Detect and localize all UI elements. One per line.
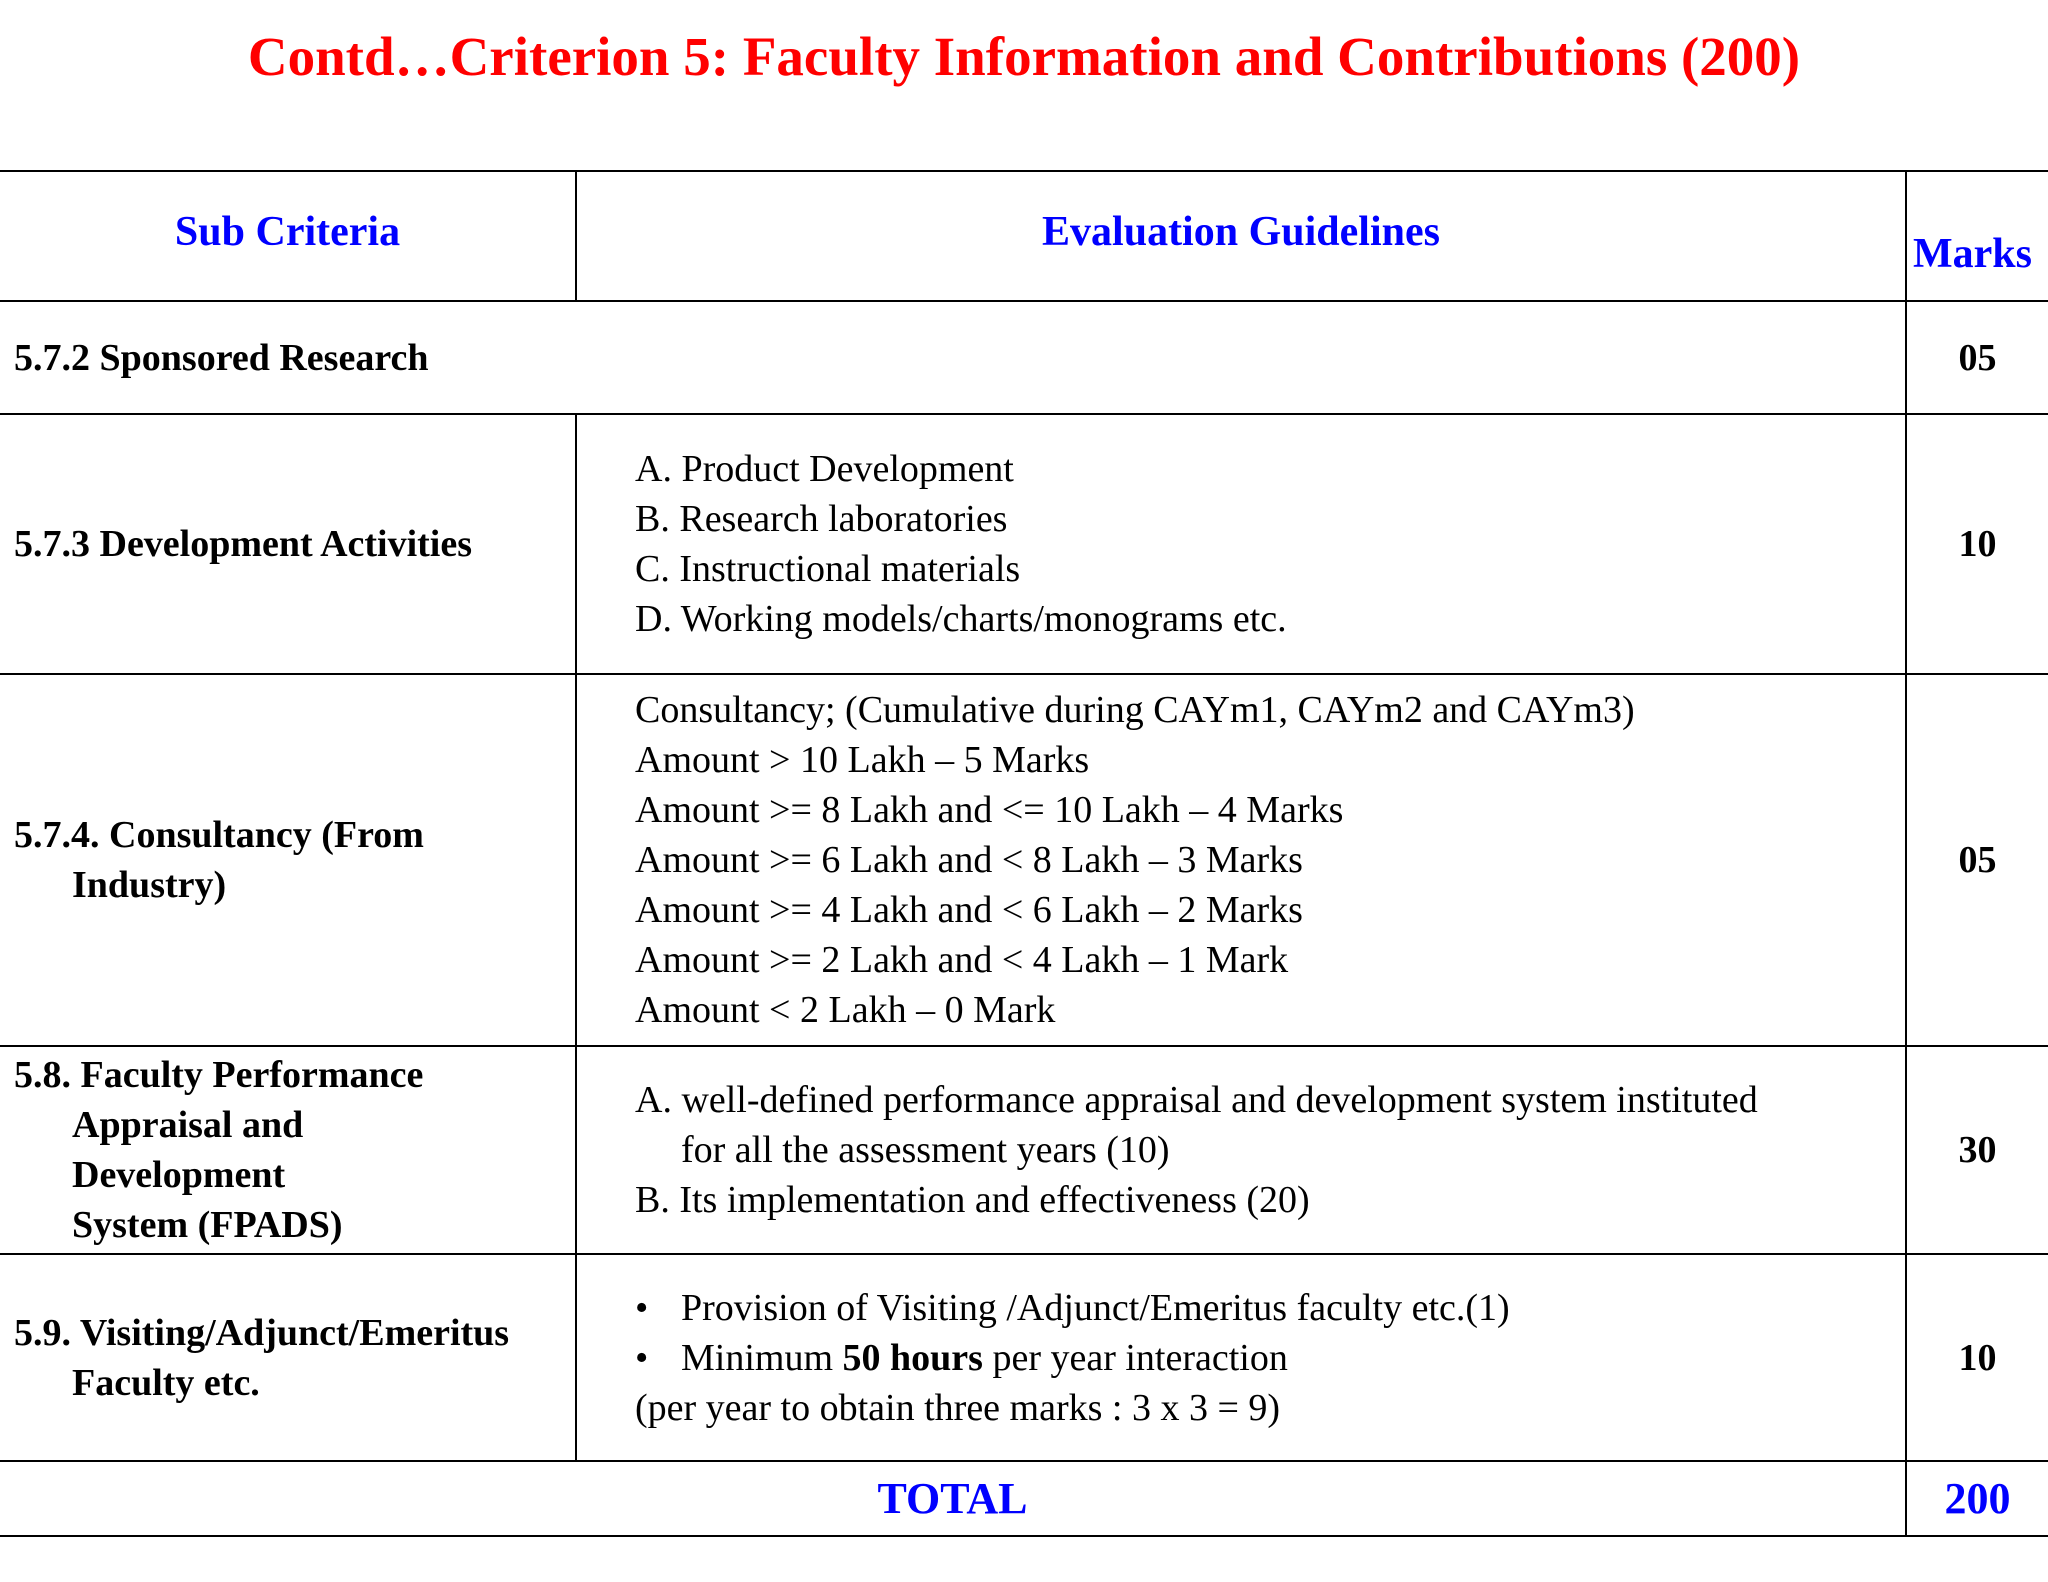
- guideline-item: A. well-defined performance appraisal and development system instituted: [635, 1079, 1758, 1121]
- guideline-item: B. Research laboratories: [635, 498, 1008, 540]
- sub-criteria-label-continued: System (FPADS): [72, 1204, 343, 1246]
- guideline-bullet-text: Provision of Visiting /Adjunct/Emeritus faculty etc.(1): [681, 1286, 1510, 1329]
- page-title: Contd…Criterion 5: Faculty Information and Contributions (200): [247, 26, 1801, 87]
- guideline-item: Amount >= 4 Lakh and < 6 Lakh – 2 Marks: [635, 889, 1303, 931]
- sub-criteria-label: 5.7.4. Consultancy (From: [14, 814, 424, 856]
- guidelines-cell: [576, 1254, 1906, 1461]
- table-row: [0, 1254, 2048, 1461]
- sub-criteria-cell: [0, 414, 576, 674]
- table-row: [0, 1046, 2048, 1254]
- sub-criteria-cell: [0, 1254, 576, 1461]
- table-row: [0, 301, 2048, 414]
- guideline-bullet-text-suffix: per year interaction: [982, 1336, 1288, 1379]
- guidelines-cell: [576, 674, 1906, 1046]
- table-row: [0, 414, 2048, 674]
- sub-criteria-cell: [0, 674, 576, 1046]
- guideline-item: A. Product Development: [635, 448, 1014, 490]
- guideline-item: Consultancy; (Cumulative during CAYm1, CAYm2 and CAYm3): [635, 689, 1635, 731]
- bullet-icon: •: [635, 1336, 649, 1379]
- guideline-item-continued: for all the assessment years (10): [681, 1129, 1170, 1171]
- sub-criteria-label: 5.7.2 Sponsored Research: [14, 336, 429, 379]
- sub-criteria-cell: [0, 301, 1906, 414]
- guideline-item: Amount > 10 Lakh – 5 Marks: [635, 739, 1090, 781]
- guideline-item: C. Instructional materials: [635, 548, 1021, 590]
- sub-criteria-label: 5.7.3 Development Activities: [14, 523, 473, 565]
- sub-criteria-label-continued: Faculty etc.: [72, 1361, 260, 1404]
- sub-criteria-label-continued: Development: [72, 1154, 286, 1196]
- sub-criteria-label-continued: Industry): [72, 864, 227, 906]
- guideline-item: Amount < 2 Lakh – 0 Mark: [635, 989, 1056, 1031]
- sub-criteria-label: 5.8. Faculty Performance: [14, 1054, 424, 1096]
- guideline-item: B. Its implementation and effectiveness (20): [635, 1179, 1310, 1221]
- guideline-note: (per year to obtain three marks : 3 x 3 = 9): [635, 1386, 1281, 1429]
- guideline-bullet: [635, 1333, 1905, 1383]
- guideline-item: D. Working models/charts/monograms etc.: [635, 598, 1287, 640]
- marks-cell: 30: [1906, 1046, 2048, 1254]
- marks-cell: 05: [1906, 301, 2048, 414]
- guideline-item: Amount >= 8 Lakh and <= 10 Lakh – 4 Marks: [635, 789, 1344, 831]
- criteria-table: [0, 170, 2048, 1537]
- header-marks: Marks: [1906, 171, 2048, 301]
- guidelines-cell: [576, 414, 1906, 674]
- total-row: [0, 1461, 2048, 1536]
- marks-cell: 10: [1906, 414, 2048, 674]
- total-marks: 200: [1906, 1461, 2048, 1536]
- bullet-icon: •: [635, 1286, 649, 1329]
- guideline-bullet-text-bold: 50 hours: [842, 1336, 983, 1379]
- table-row: [0, 674, 2048, 1046]
- guideline-item: Amount >= 2 Lakh and < 4 Lakh – 1 Mark: [635, 939, 1289, 981]
- header-sub-criteria: Sub Criteria: [0, 171, 576, 301]
- sub-criteria-cell: [0, 1046, 576, 1254]
- marks-cell: 10: [1906, 1254, 2048, 1461]
- total-label: TOTAL: [0, 1461, 1906, 1536]
- guideline-item: Amount >= 6 Lakh and < 8 Lakh – 3 Marks: [635, 839, 1303, 881]
- sub-criteria-label-continued: Appraisal and: [72, 1104, 304, 1146]
- marks-cell: 05: [1906, 674, 2048, 1046]
- table-header-row: [0, 171, 2048, 301]
- sub-criteria-label: 5.9. Visiting/Adjunct/Emeritus: [14, 1311, 510, 1354]
- guideline-bullet-text-prefix: Minimum: [681, 1336, 843, 1379]
- guidelines-cell: [576, 1046, 1906, 1254]
- guideline-bullet: [635, 1283, 1905, 1333]
- header-evaluation-guidelines: Evaluation Guidelines: [576, 171, 1906, 301]
